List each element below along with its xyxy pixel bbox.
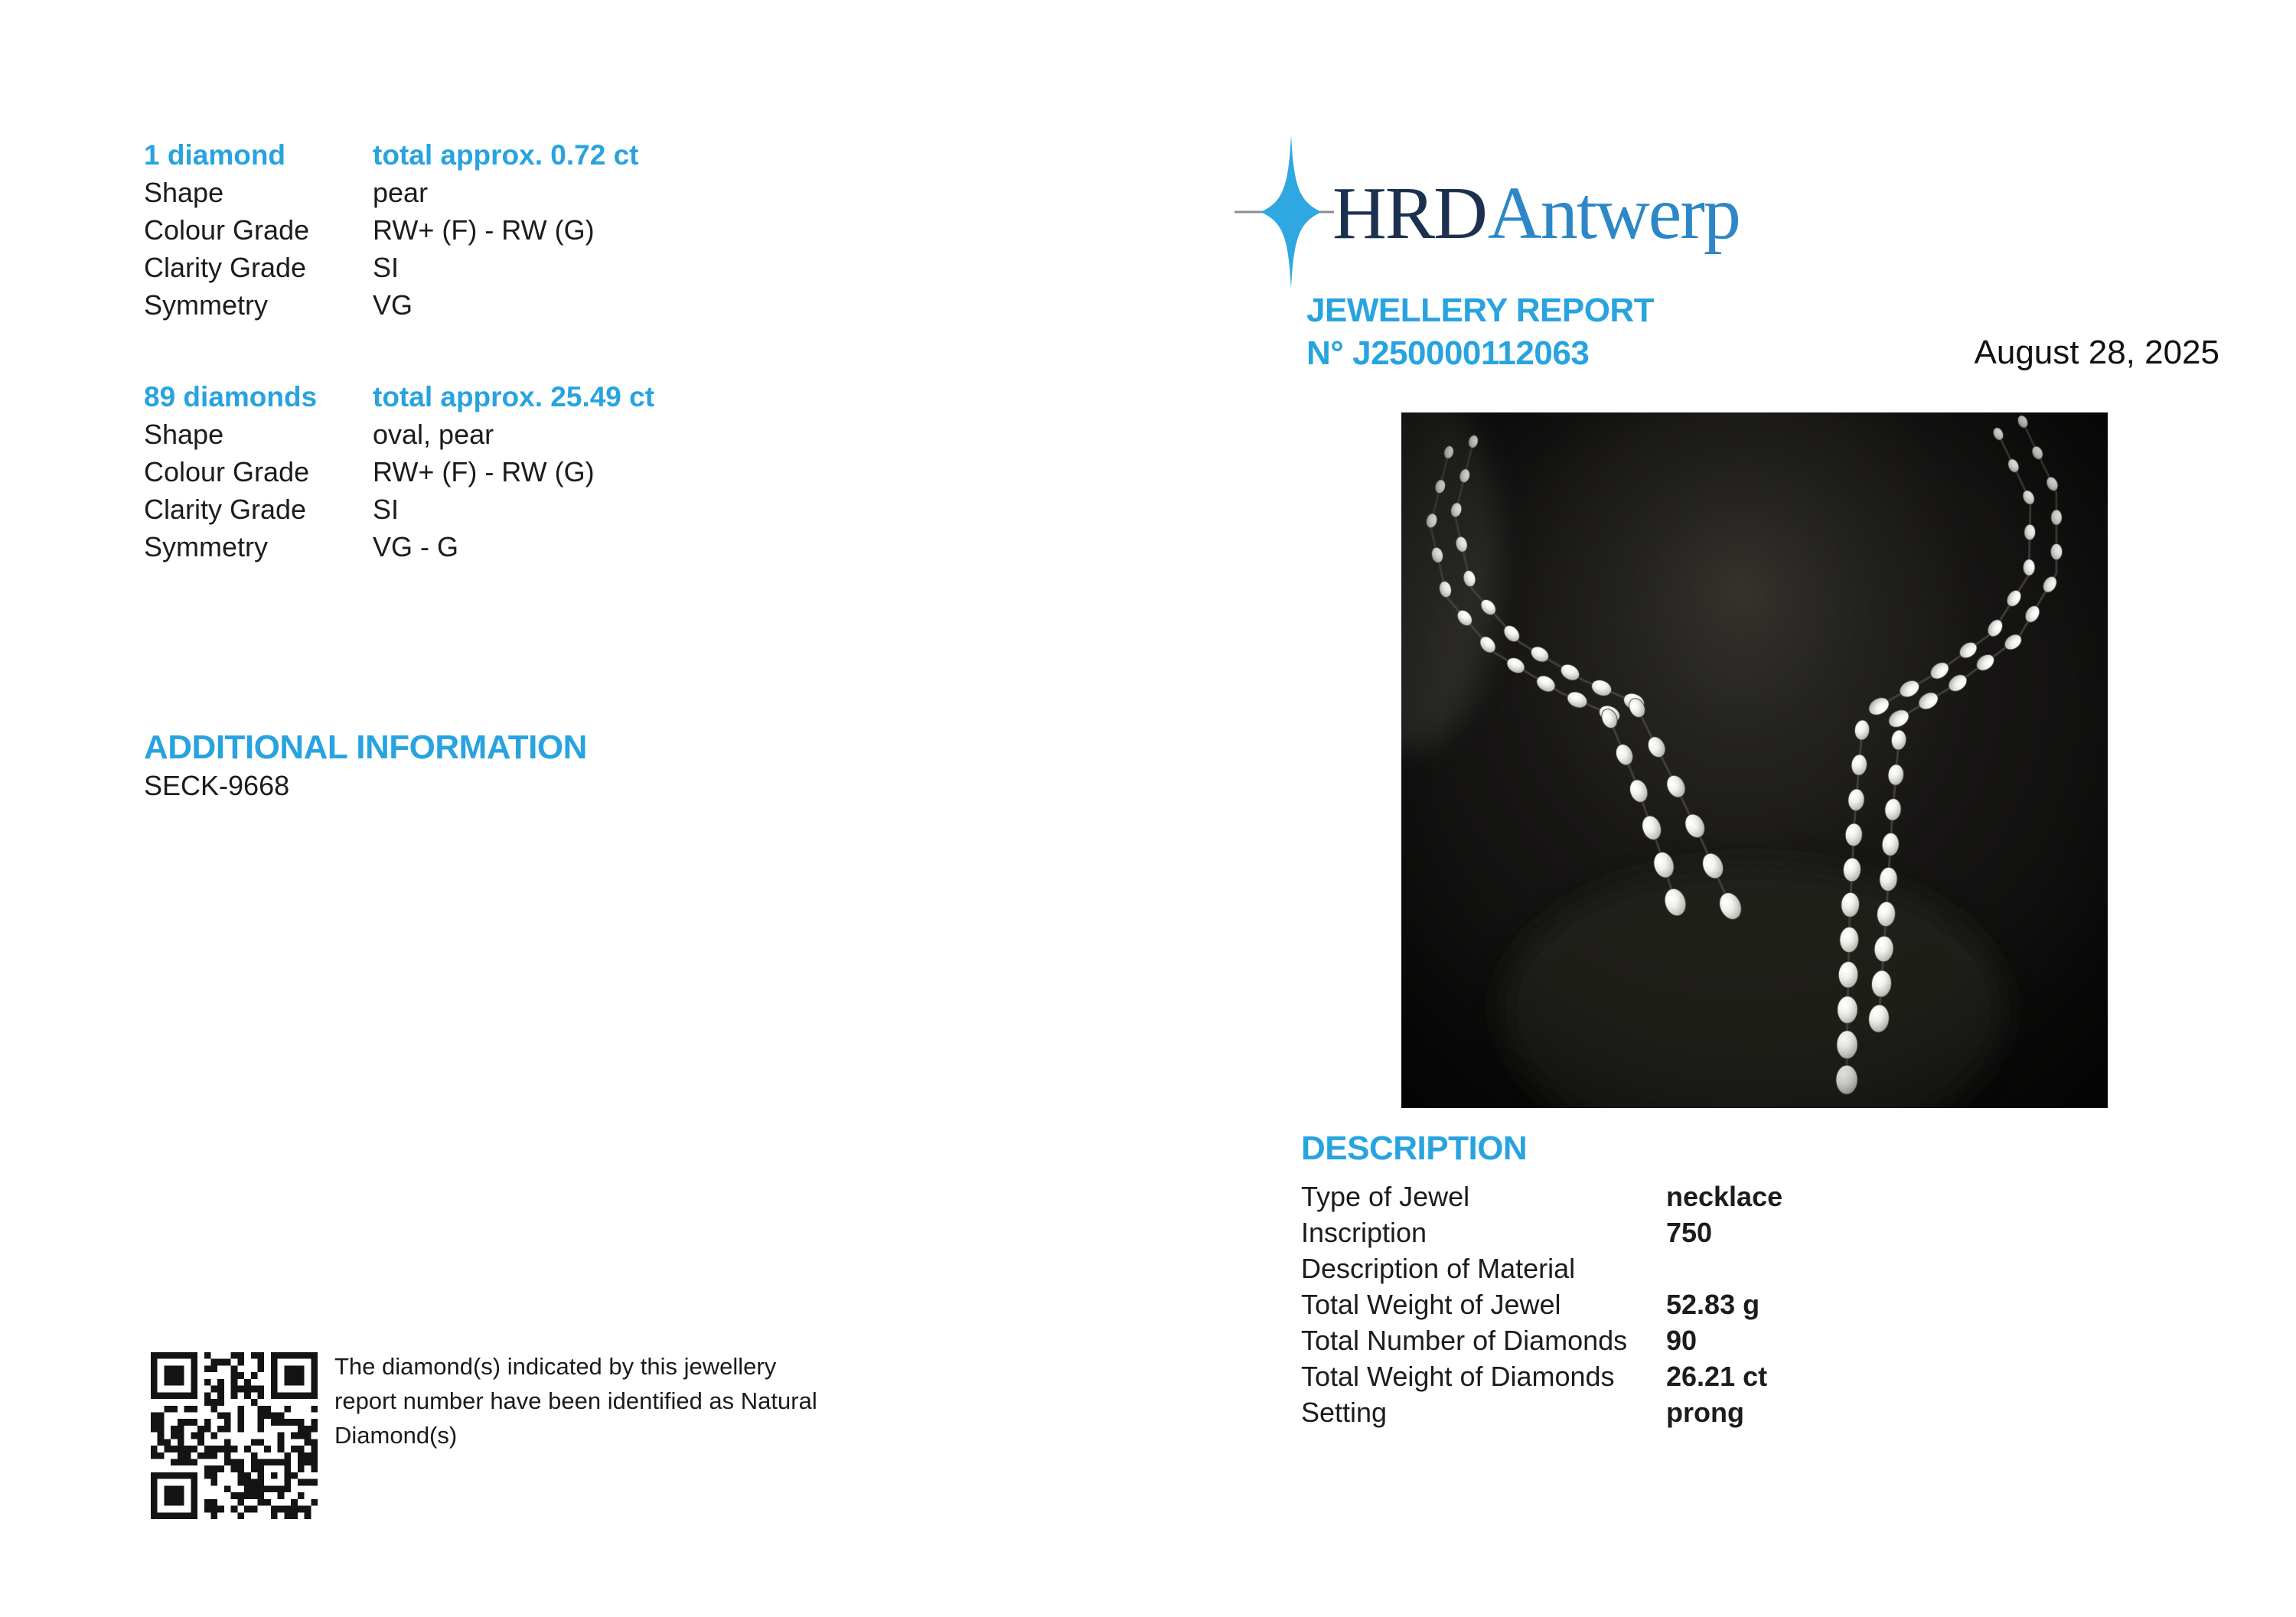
diamond-total-carat: total approx. 0.72 ct <box>373 139 639 171</box>
description-row <box>1301 1214 1782 1250</box>
description-value: 750 <box>1666 1217 1713 1248</box>
spec-row <box>144 286 639 324</box>
spec-label: Colour Grade <box>144 456 310 487</box>
spec-value: pear <box>373 177 429 208</box>
description-label: Setting <box>1301 1397 1388 1428</box>
brand-logo <box>1221 126 1802 302</box>
description-rows <box>1301 1179 1782 1430</box>
description-row <box>1301 1286 1782 1322</box>
spec-row <box>144 453 654 491</box>
additional-information-section <box>144 729 587 805</box>
spec-value: VG <box>373 289 413 321</box>
spec-row <box>144 174 639 211</box>
star-icon <box>1261 135 1322 289</box>
spec-label: Shape <box>144 419 224 450</box>
natural-diamond-note: The diamond(s) indicated by this jewellery report number have been identified as Natural Diamond(s) <box>334 1353 817 1449</box>
spec-row <box>144 416 654 453</box>
spec-value: SI <box>373 252 400 283</box>
description-row <box>1301 1394 1782 1430</box>
jewel-photo <box>1401 412 2108 1108</box>
diamond-block-1 <box>144 136 639 324</box>
spec-label: Colour Grade <box>144 214 310 246</box>
description-value: prong <box>1666 1397 1744 1428</box>
description-heading: DESCRIPTION <box>1301 1130 1528 1167</box>
spec-label: Clarity Grade <box>144 252 307 283</box>
description-label: Total Weight of Jewel <box>1301 1289 1561 1320</box>
spec-row <box>144 249 639 286</box>
spec-label: Shape <box>144 177 224 208</box>
description-section <box>1301 1130 1782 1430</box>
diamond-block-header <box>144 378 654 416</box>
report-title-block <box>1306 289 1654 375</box>
description-value: 52.83 g <box>1666 1289 1760 1320</box>
spec-value: RW+ (F) - RW (G) <box>373 456 595 487</box>
spec-value: RW+ (F) - RW (G) <box>373 214 595 246</box>
diamond-block-header <box>144 136 639 174</box>
report-date: August 28, 2025 <box>1974 334 2219 371</box>
photo-vignette <box>1401 412 2108 1108</box>
description-row <box>1301 1250 1782 1286</box>
description-value: 90 <box>1666 1325 1698 1356</box>
description-label: Type of Jewel <box>1301 1181 1470 1212</box>
additional-information-value: SECK-9668 <box>144 770 290 801</box>
brand-wordmark <box>1332 172 1740 255</box>
additional-information-heading: ADDITIONAL INFORMATION <box>144 729 587 766</box>
diamond-total-carat: total approx. 25.49 ct <box>373 381 655 412</box>
spec-label: Clarity Grade <box>144 494 307 525</box>
spec-row <box>144 491 654 528</box>
spec-label: Symmetry <box>144 289 268 321</box>
diamond-count: 1 diamond <box>144 139 286 171</box>
report-title: JEWELLERY REPORT <box>1306 292 1655 329</box>
brand-antwerp: Antwerp <box>1487 172 1740 255</box>
spec-label: Symmetry <box>144 531 268 562</box>
description-row <box>1301 1322 1782 1358</box>
spec-value: SI <box>373 494 400 525</box>
spec-row <box>144 528 654 566</box>
description-label: Description of Material <box>1301 1253 1576 1284</box>
spec-row <box>144 211 639 249</box>
qr-code <box>151 1352 318 1519</box>
description-label: Inscription <box>1301 1217 1427 1248</box>
description-label: Total Weight of Diamonds <box>1301 1361 1615 1392</box>
description-label: Total Number of Diamonds <box>1301 1325 1628 1356</box>
diamond-count: 89 diamonds <box>144 381 318 412</box>
report-number: N° J250000112063 <box>1306 334 1590 372</box>
necklace-photo-illustration <box>1401 412 2108 1108</box>
description-row <box>1301 1358 1782 1394</box>
spec-value: oval, pear <box>373 419 494 450</box>
description-row <box>1301 1179 1782 1214</box>
description-value: necklace <box>1666 1181 1783 1212</box>
qr-code-graphic <box>151 1352 318 1519</box>
diamond-block-2 <box>144 378 654 566</box>
description-value: 26.21 ct <box>1666 1361 1768 1392</box>
spec-value: VG - G <box>373 531 459 562</box>
brand-hrd: HRD <box>1332 172 1486 255</box>
